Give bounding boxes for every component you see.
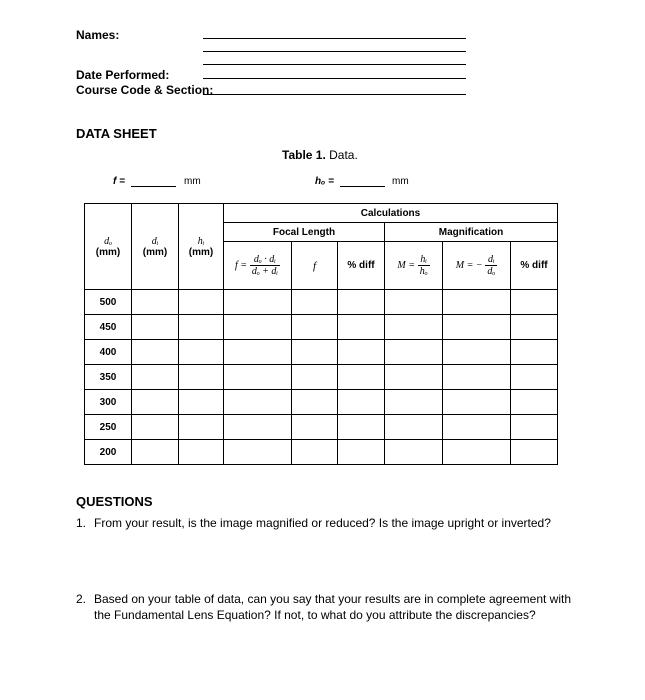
f-formula-fraction bbox=[250, 254, 280, 277]
cell-m2[interactable] bbox=[443, 440, 511, 465]
cell-f-calc[interactable] bbox=[224, 440, 292, 465]
cell-m1[interactable] bbox=[385, 390, 443, 415]
cell-m-diff[interactable] bbox=[511, 340, 558, 365]
header-f-formula bbox=[224, 242, 292, 290]
course-code-line[interactable] bbox=[203, 94, 466, 95]
row-do-value: 450 bbox=[85, 315, 132, 340]
cell-di[interactable] bbox=[132, 390, 179, 415]
m1-eq: M = bbox=[397, 260, 415, 272]
cell-m-diff[interactable] bbox=[511, 390, 558, 415]
cell-f-diff[interactable] bbox=[338, 290, 385, 315]
table-row bbox=[85, 340, 558, 365]
cell-f-diff[interactable] bbox=[338, 440, 385, 465]
ho-unit: mm bbox=[392, 176, 409, 187]
cell-di[interactable] bbox=[132, 290, 179, 315]
date-performed-line[interactable] bbox=[203, 78, 466, 79]
cell-f[interactable] bbox=[292, 415, 338, 440]
cell-di[interactable] bbox=[132, 365, 179, 390]
ho-label: hₒ = bbox=[315, 176, 334, 187]
question-2 bbox=[76, 591, 571, 623]
row-do-value: 400 bbox=[85, 340, 132, 365]
question-1-number: 1. bbox=[76, 516, 87, 530]
cell-hi[interactable] bbox=[179, 340, 224, 365]
cell-m1[interactable] bbox=[385, 365, 443, 390]
cell-m2[interactable] bbox=[443, 315, 511, 340]
names-label: Names: bbox=[76, 28, 120, 42]
cell-f[interactable] bbox=[292, 340, 338, 365]
cell-f[interactable] bbox=[292, 440, 338, 465]
row-do-value: 500 bbox=[85, 290, 132, 315]
f-label: f = bbox=[113, 176, 125, 187]
header-di bbox=[132, 204, 179, 290]
names-line-3[interactable] bbox=[203, 64, 466, 65]
question-2-number: 2. bbox=[76, 592, 87, 606]
header-m-formula-2 bbox=[443, 242, 511, 290]
names-line-1[interactable] bbox=[203, 38, 466, 39]
header-m-formula-1 bbox=[385, 242, 443, 290]
cell-m-diff[interactable] bbox=[511, 440, 558, 465]
row-do-value: 350 bbox=[85, 365, 132, 390]
question-1-text: From your result, is the image magnified or reduced? Is the image upright or inverted? bbox=[94, 516, 551, 530]
cell-f-calc[interactable] bbox=[224, 315, 292, 340]
cell-m-diff[interactable] bbox=[511, 415, 558, 440]
f-blank[interactable] bbox=[131, 186, 176, 187]
cell-hi[interactable] bbox=[179, 315, 224, 340]
cell-m1[interactable] bbox=[385, 340, 443, 365]
m2-num: dᵢ bbox=[485, 254, 497, 266]
cell-f-diff[interactable] bbox=[338, 315, 385, 340]
header-hi-unit: (mm) bbox=[188, 246, 214, 258]
cell-hi[interactable] bbox=[179, 390, 224, 415]
cell-f[interactable] bbox=[292, 315, 338, 340]
row-do-value: 200 bbox=[85, 440, 132, 465]
table-row bbox=[85, 365, 558, 390]
table-caption-number: Table 1. bbox=[282, 148, 326, 162]
header-do bbox=[85, 204, 132, 290]
data-table bbox=[84, 203, 558, 465]
cell-f-calc[interactable] bbox=[224, 390, 292, 415]
cell-f-calc[interactable] bbox=[224, 290, 292, 315]
m1-fraction bbox=[418, 254, 430, 277]
table-row bbox=[85, 440, 558, 465]
cell-m1[interactable] bbox=[385, 315, 443, 340]
cell-m2[interactable] bbox=[443, 365, 511, 390]
cell-hi[interactable] bbox=[179, 440, 224, 465]
table-row bbox=[85, 290, 558, 315]
f-formula-den: dₒ + dᵢ bbox=[251, 266, 278, 277]
cell-m-diff[interactable] bbox=[511, 365, 558, 390]
header-hi bbox=[179, 204, 224, 290]
header-do-symbol: dₒ bbox=[104, 235, 112, 247]
m2-fraction bbox=[485, 254, 497, 277]
cell-f-diff[interactable] bbox=[338, 340, 385, 365]
cell-f-diff[interactable] bbox=[338, 365, 385, 390]
question-1 bbox=[76, 515, 571, 531]
cell-m2[interactable] bbox=[443, 340, 511, 365]
header-pct-diff-mag: % diff bbox=[511, 242, 558, 290]
header-di-unit: (mm) bbox=[142, 246, 168, 258]
cell-m1[interactable] bbox=[385, 415, 443, 440]
cell-m-diff[interactable] bbox=[511, 315, 558, 340]
cell-hi[interactable] bbox=[179, 290, 224, 315]
m2-eq: M = − bbox=[455, 260, 483, 272]
header-pct-diff-focal: % diff bbox=[338, 242, 385, 290]
row-do-value: 250 bbox=[85, 415, 132, 440]
cell-f[interactable] bbox=[292, 365, 338, 390]
cell-f-diff[interactable] bbox=[338, 415, 385, 440]
m1-num: hᵢ bbox=[418, 254, 430, 266]
f-formula-eq: f = bbox=[235, 260, 248, 272]
cell-m1[interactable] bbox=[385, 440, 443, 465]
date-performed-label: Date Performed: bbox=[76, 68, 170, 82]
cell-m1[interactable] bbox=[385, 290, 443, 315]
cell-f-calc[interactable] bbox=[224, 340, 292, 365]
f-formula-num: dₒ · dᵢ bbox=[250, 254, 280, 266]
header-magnification: Magnification bbox=[385, 223, 558, 242]
header-focal-length: Focal Length bbox=[224, 223, 385, 242]
table-row bbox=[85, 415, 558, 440]
m1-den: hₒ bbox=[419, 266, 428, 277]
cell-m2[interactable] bbox=[443, 415, 511, 440]
cell-f-diff[interactable] bbox=[338, 390, 385, 415]
course-code-label: Course Code & Section: bbox=[76, 83, 214, 97]
cell-m-diff[interactable] bbox=[511, 290, 558, 315]
ho-blank[interactable] bbox=[340, 186, 385, 187]
table-row bbox=[85, 390, 558, 415]
cell-f-calc[interactable] bbox=[224, 365, 292, 390]
m2-den: dₒ bbox=[487, 266, 496, 277]
names-line-2[interactable] bbox=[203, 51, 466, 52]
cell-hi[interactable] bbox=[179, 415, 224, 440]
header-f bbox=[292, 242, 338, 290]
table-caption-text: Data. bbox=[325, 148, 358, 162]
cell-di[interactable] bbox=[132, 315, 179, 340]
cell-di[interactable] bbox=[132, 340, 179, 365]
cell-di[interactable] bbox=[132, 440, 179, 465]
table-caption bbox=[282, 148, 358, 162]
cell-m2[interactable] bbox=[443, 390, 511, 415]
header-do-unit: (mm) bbox=[95, 246, 121, 258]
f-unit: mm bbox=[184, 176, 201, 187]
cell-m2[interactable] bbox=[443, 290, 511, 315]
cell-f[interactable] bbox=[292, 290, 338, 315]
cell-di[interactable] bbox=[132, 415, 179, 440]
header-calculations: Calculations bbox=[224, 204, 558, 223]
header-di-symbol: dᵢ bbox=[151, 235, 159, 247]
table-body bbox=[85, 290, 558, 465]
data-sheet-title: DATA SHEET bbox=[76, 126, 157, 141]
header-f-symbol: f bbox=[312, 259, 317, 272]
cell-f[interactable] bbox=[292, 390, 338, 415]
cell-f-calc[interactable] bbox=[224, 415, 292, 440]
table-row bbox=[85, 315, 558, 340]
row-do-value: 300 bbox=[85, 390, 132, 415]
question-2-text: Based on your table of data, can you say that your results are in complete agreement with the Fundamental Lens Equation? If not, to what do you attribute the discrepancies? bbox=[94, 592, 571, 622]
cell-hi[interactable] bbox=[179, 365, 224, 390]
header-hi-symbol: hᵢ bbox=[197, 235, 205, 247]
questions-title: QUESTIONS bbox=[76, 494, 153, 509]
